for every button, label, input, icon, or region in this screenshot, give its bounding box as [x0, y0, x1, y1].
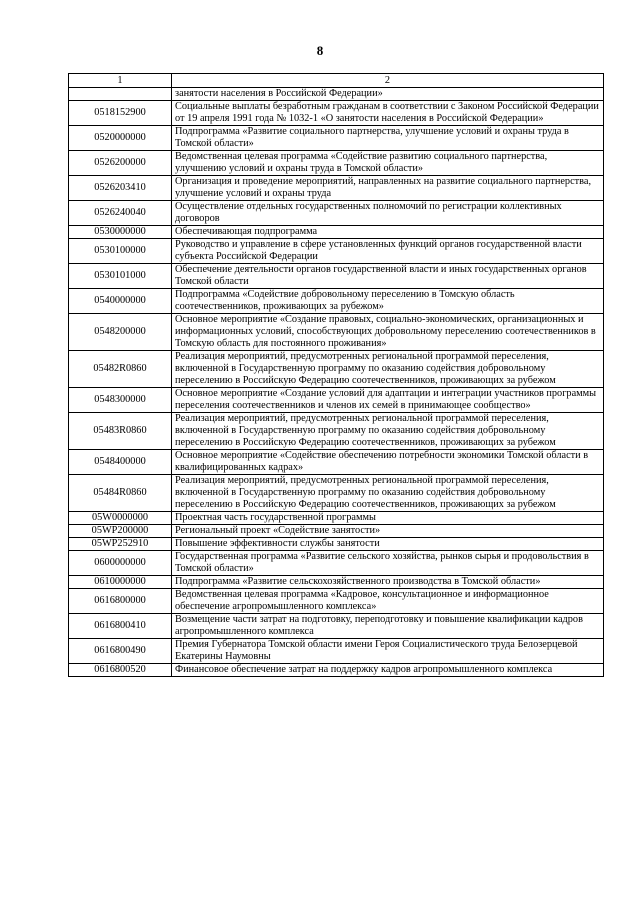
table-row	[69, 88, 604, 101]
row-code: 0530000000	[69, 226, 172, 239]
row-code: 0610000000	[69, 576, 172, 589]
table-row	[69, 639, 604, 664]
column-header-name: 2	[172, 74, 604, 88]
row-name: Организация и проведение мероприятий, направленных на развитие социального партнерства, улучшение условий и охраны труда	[172, 176, 604, 201]
table-row	[69, 264, 604, 289]
column-header-code: 1	[69, 74, 172, 88]
row-code: 05484R0860	[69, 475, 172, 512]
row-name: Возмещение части затрат на подготовку, переподготовку и повышение квалификации кадров агропромышленного комплекса	[172, 614, 604, 639]
row-code: 0526240040	[69, 201, 172, 226]
row-code: 0616800490	[69, 639, 172, 664]
row-code: 0530100000	[69, 239, 172, 264]
row-name: Основное мероприятие «Создание условий для адаптации и интеграции участников программы переселения соотечественников и членов их семей в принимающее сообщество»	[172, 388, 604, 413]
row-name: Обеспечивающая подпрограмма	[172, 226, 604, 239]
row-name: Обеспечение деятельности органов государственной власти и иных государственных органов Томской области	[172, 264, 604, 289]
row-code: 05WP200000	[69, 525, 172, 538]
row-name: Финансовое обеспечение затрат на поддержку кадров агропромышленного комплекса	[172, 664, 604, 677]
table-row	[69, 512, 604, 525]
table-row	[69, 450, 604, 475]
row-name: Ведомственная целевая программа «Кадровое, консультационное и информационное обеспечение агропромышленного комплекса»	[172, 589, 604, 614]
page-number: 8	[316, 43, 324, 58]
table-row	[69, 314, 604, 351]
row-name: Реализация мероприятий, предусмотренных региональной программой переселения, включенной в Государственную программу по оказанию содействия добровольному переселению в Российскую Федерацию соотечественников, проживающих за рубежом	[172, 475, 604, 512]
budget-classification-table	[68, 73, 604, 677]
row-code: 0616800520	[69, 664, 172, 677]
row-code: 0600000000	[69, 551, 172, 576]
row-code: 0540000000	[69, 289, 172, 314]
table-row	[69, 413, 604, 450]
table-row	[69, 351, 604, 388]
table-row	[69, 201, 604, 226]
row-code: 0548400000	[69, 450, 172, 475]
table-row	[69, 475, 604, 512]
row-name: Реализация мероприятий, предусмотренных региональной программой переселения, включенной в Государственную программу по оказанию содействия добровольному переселению в Российскую Федерацию соотечественников, проживающих за рубежом	[172, 413, 604, 450]
row-code: 0526203410	[69, 176, 172, 201]
table-row	[69, 176, 604, 201]
row-name: занятости населения в Российской Федерации»	[172, 88, 604, 101]
row-code: 05482R0860	[69, 351, 172, 388]
row-code: 0518152900	[69, 101, 172, 126]
row-name: Подпрограмма «Развитие сельскохозяйственного производства в Томской области»	[172, 576, 604, 589]
table-row	[69, 525, 604, 538]
row-code: 0548300000	[69, 388, 172, 413]
row-code: 05WP252910	[69, 538, 172, 551]
row-name: Осуществление отдельных государственных полномочий по регистрации коллективных договоров	[172, 201, 604, 226]
row-code: 05483R0860	[69, 413, 172, 450]
row-name: Подпрограмма «Содействие добровольному переселению в Томскую область соотечественников, проживающих за рубежом»	[172, 289, 604, 314]
row-code: 0526200000	[69, 151, 172, 176]
row-code: 0548200000	[69, 314, 172, 351]
row-name: Подпрограмма «Развитие социального партнерства, улучшение условий и охраны труда в Томской области»	[172, 126, 604, 151]
row-name: Региональный проект «Содействие занятости»	[172, 525, 604, 538]
table-row	[69, 289, 604, 314]
table-row	[69, 538, 604, 551]
table-row	[69, 576, 604, 589]
row-name: Социальные выплаты безработным гражданам в соответствии с Законом Российской Федерации от 19 апреля 1991 года № 1032-1 «О занятости населения в Российской Федерации»	[172, 101, 604, 126]
row-name: Руководство и управление в сфере установленных функций органов государственной власти субъекта Российской Федерации	[172, 239, 604, 264]
table-row	[69, 151, 604, 176]
table-row	[69, 664, 604, 677]
table-row	[69, 226, 604, 239]
row-name: Проектная часть государственной программы	[172, 512, 604, 525]
row-name: Ведомственная целевая программа «Содействие развитию социального партнерства, улучшению условий и охраны труда в Томской области»	[172, 151, 604, 176]
table-row	[69, 388, 604, 413]
table-row	[69, 589, 604, 614]
row-name: Премия Губернатора Томской области имени Героя Социалистического труда Белозерцевой Екатерины Наумовны	[172, 639, 604, 664]
table-row	[69, 101, 604, 126]
row-name: Основное мероприятие «Содействие обеспечению потребности экономики Томской области в квалифицированных кадрах»	[172, 450, 604, 475]
row-name: Реализация мероприятий, предусмотренных региональной программой переселения, включенной в Государственную программу по оказанию содействия добровольному переселению в Российскую Федерацию соотечественников, проживающих за рубежом	[172, 351, 604, 388]
row-code: 0616800000	[69, 589, 172, 614]
row-code	[69, 88, 172, 101]
row-name: Государственная программа «Развитие сельского хозяйства, рынков сырья и продовольствия в Томской области»	[172, 551, 604, 576]
row-name: Основное мероприятие «Создание правовых, социально-экономических, организационных и информационных условий, способствующих добровольному переселению соотечественников в Томскую область для постоянного проживания»	[172, 314, 604, 351]
table-row	[69, 239, 604, 264]
row-code: 0616800410	[69, 614, 172, 639]
row-code: 0530101000	[69, 264, 172, 289]
table-row	[69, 551, 604, 576]
table-row	[69, 126, 604, 151]
table-row	[69, 614, 604, 639]
row-name: Повышение эффективности службы занятости	[172, 538, 604, 551]
row-code: 05W0000000	[69, 512, 172, 525]
table-body	[69, 88, 604, 677]
row-code: 0520000000	[69, 126, 172, 151]
table-header-row	[69, 74, 604, 88]
